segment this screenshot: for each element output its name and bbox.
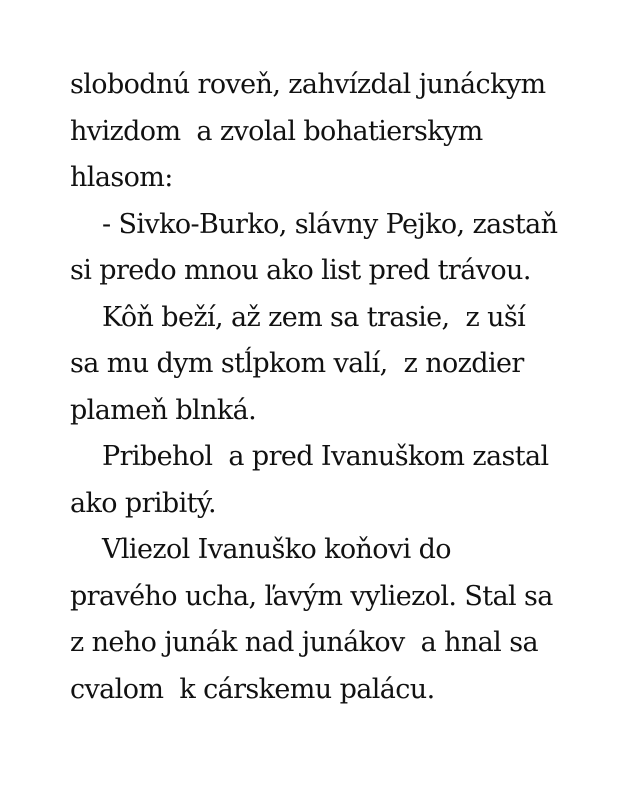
text-line-paragraph-start: Pribehol a pred Ivanuškom zastal bbox=[102, 441, 549, 472]
text-line: cvalom k cárskemu palácu. bbox=[70, 673, 435, 705]
text-line: sa mu dym stĺpkom valí, z nozdier bbox=[70, 348, 524, 379]
text-line: ako pribitý. bbox=[70, 487, 216, 519]
text-line: hlasom: bbox=[70, 162, 173, 193]
text-line-paragraph-start: Kôň beží, až zem sa trasie, z uší bbox=[102, 301, 526, 333]
text-line: plameň blnká. bbox=[70, 394, 257, 426]
story-text bbox=[70, 62, 610, 713]
text-line: slobodnú roveň, zahvízdal junáckym bbox=[70, 69, 546, 100]
text-line: si predo mnou ako list pred trávou. bbox=[70, 255, 531, 286]
text-line-paragraph-start: Vliezol Ivanuško koňovi do bbox=[102, 534, 451, 565]
text-line-paragraph-start: - Sivko-Burko, slávny Pejko, zastaň bbox=[102, 208, 558, 240]
text-line: z neho junák nad junákov a hnal sa bbox=[70, 627, 538, 658]
text-line: hvizdom a zvolal bohatierskym bbox=[70, 115, 483, 147]
text-line: pravého ucha, ľavým vyliezol. Stal sa bbox=[70, 580, 553, 612]
